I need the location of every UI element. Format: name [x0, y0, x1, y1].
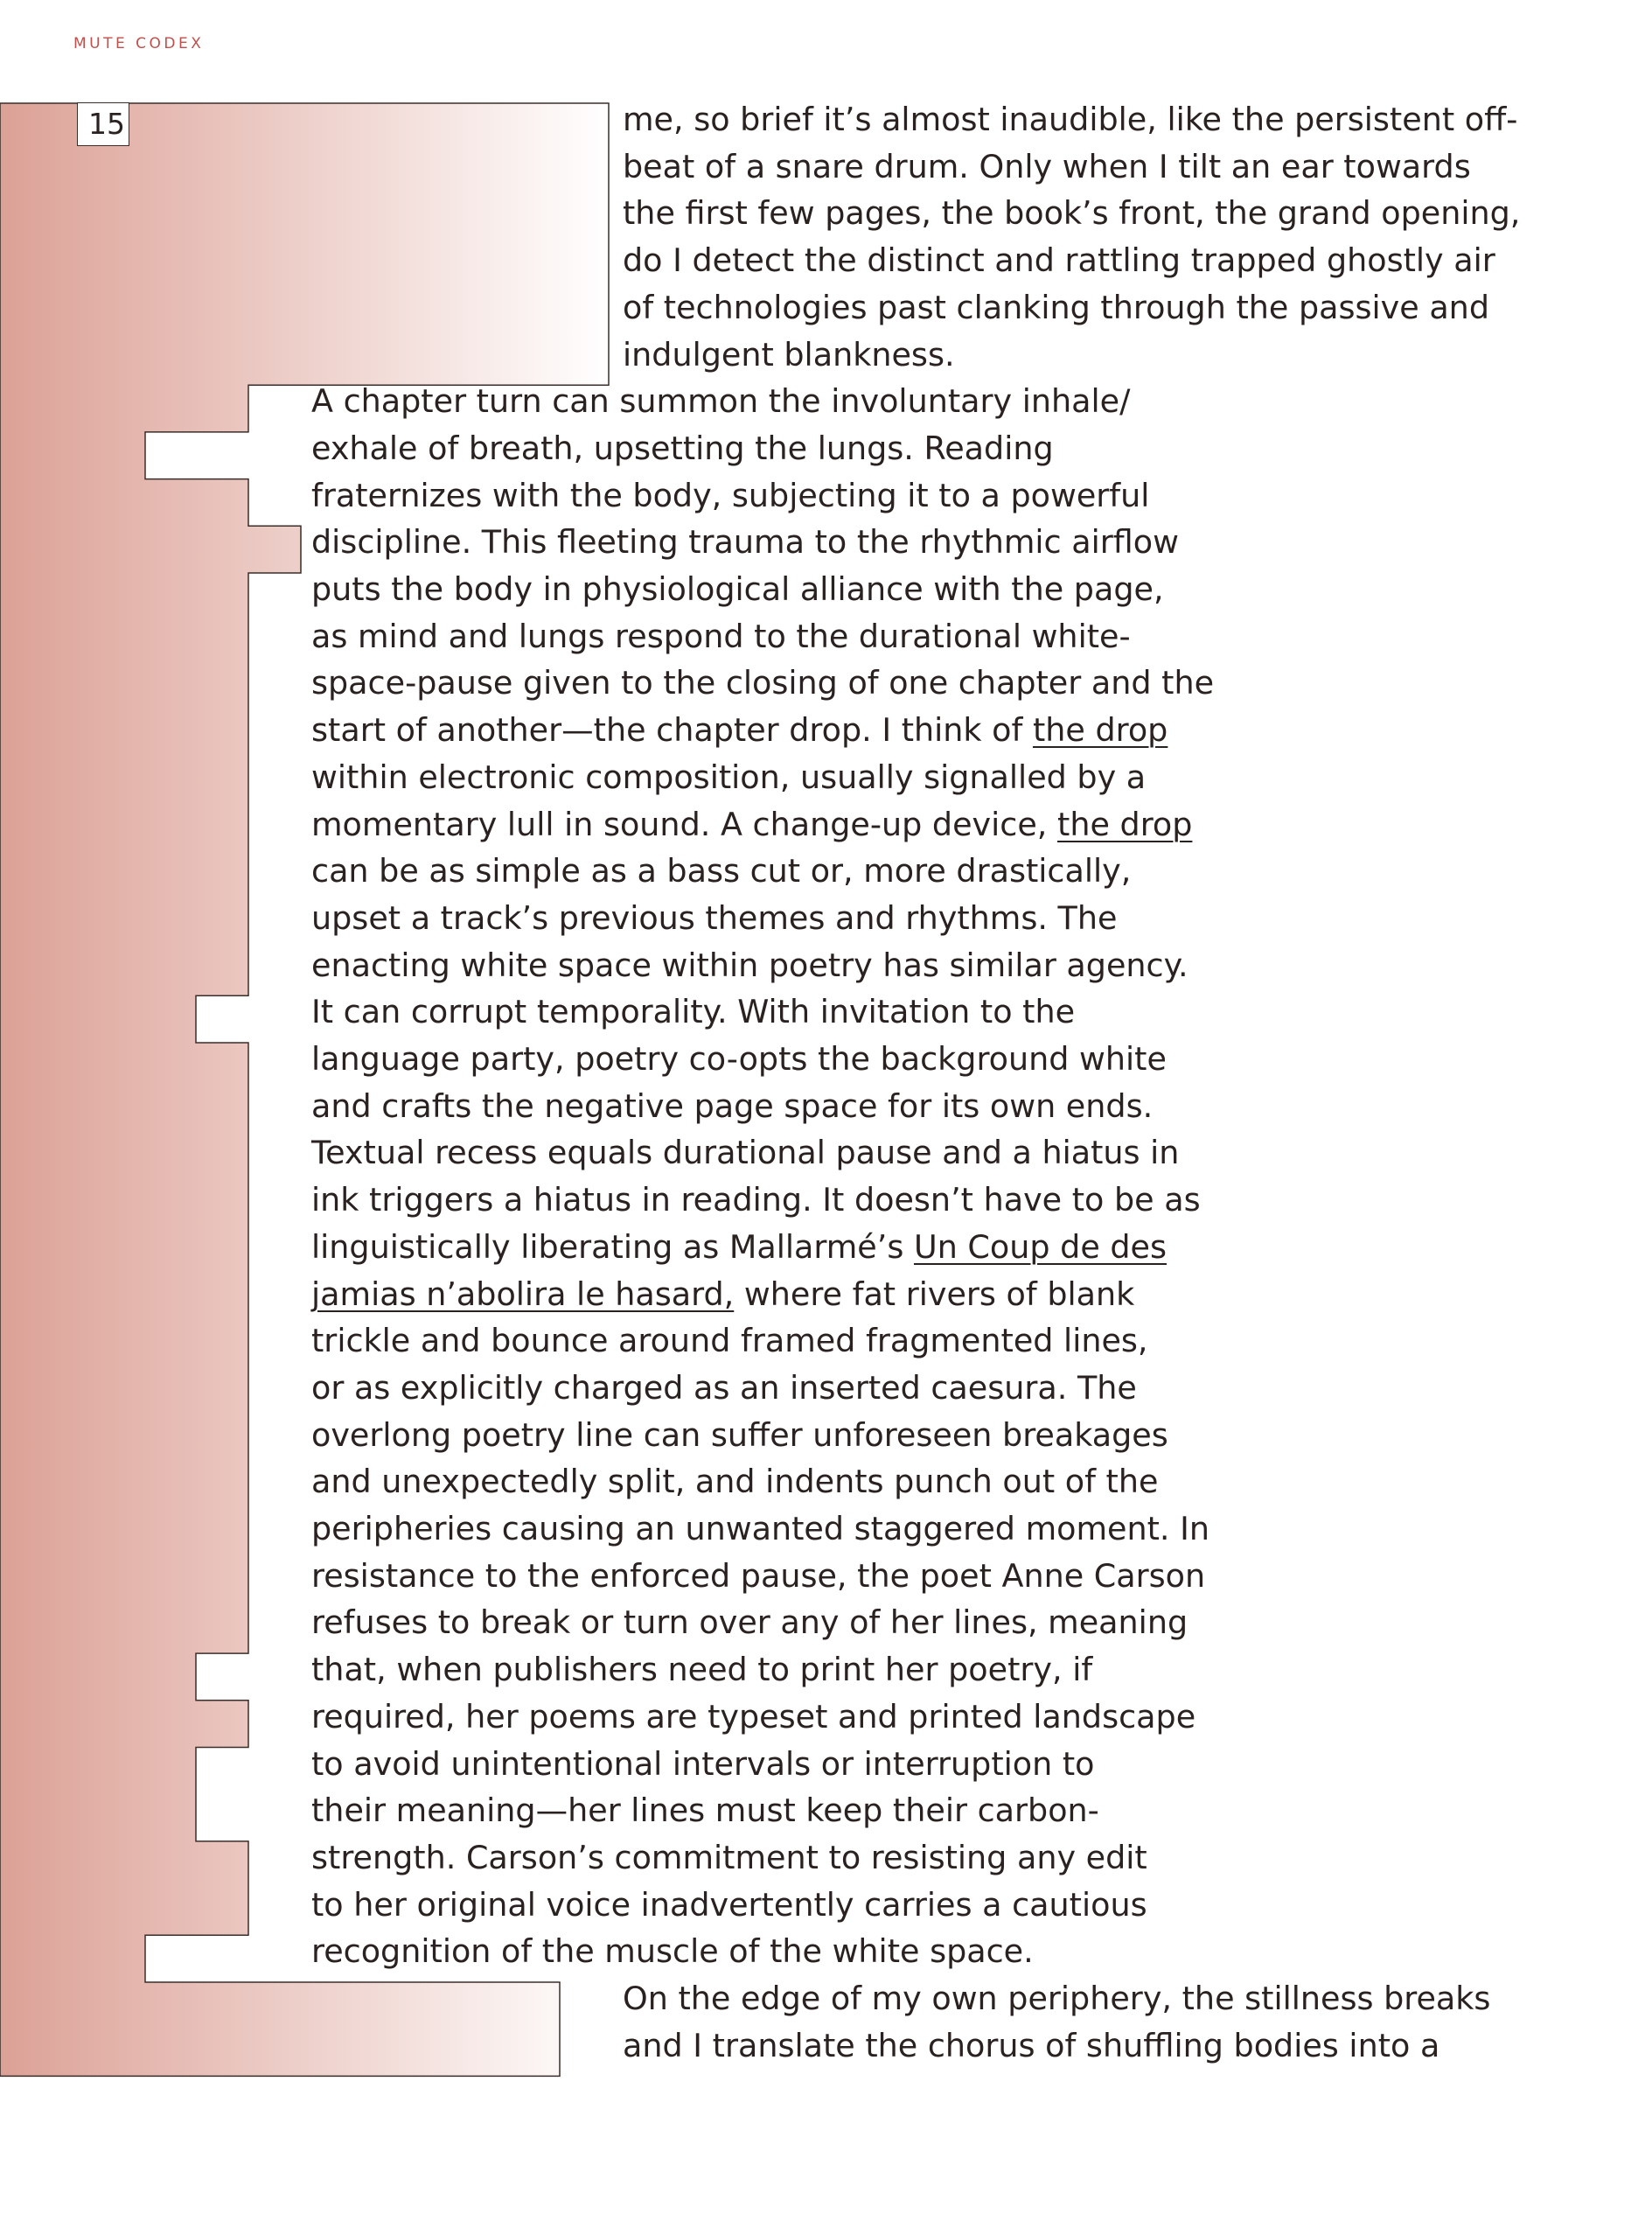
text-line — [311, 754, 1146, 801]
text-line — [311, 1129, 1179, 1177]
text-line — [311, 1224, 1167, 1271]
text-line — [311, 1412, 1168, 1459]
text-line — [311, 1741, 1095, 1788]
text-run: space-pause given to the closing of one chapter and the — [311, 664, 1215, 702]
text-line — [311, 1882, 1147, 1929]
text-run: overlong poetry line can suffer unforeseen breakages — [311, 1415, 1168, 1454]
text-run: the first few pages, the book’s front, the grand opening, — [623, 194, 1521, 233]
text-run: required, her poems are typeset and printed landscape — [311, 1697, 1196, 1736]
text-line — [311, 1928, 1034, 1975]
text-run: me, so brief it’s almost inaudible, like the persistent off- — [623, 101, 1518, 138]
text-run: as mind and lungs respond to the durational white- — [311, 617, 1131, 655]
text-line — [311, 1458, 1158, 1505]
text-run: peripheries causing an unwanted staggered moment. In — [311, 1510, 1210, 1547]
text-run: within electronic composition, usually signalled by a — [311, 758, 1147, 796]
text-line — [623, 1975, 1490, 2022]
underlined-phrase: the drop — [1057, 805, 1193, 843]
text-line — [623, 143, 1471, 191]
text-run: can be as simple as a bass cut or, more drastically, — [311, 852, 1132, 890]
text-line — [311, 1553, 1205, 1600]
running-head: MUTE CODEX — [73, 35, 205, 52]
text-run: Textual recess equals durational pause and a hiatus in — [311, 1134, 1180, 1172]
text-run: of technologies past clanking through the passive and — [623, 288, 1489, 326]
text-run: or as explicitly charged as an inserted caesura. The — [311, 1368, 1137, 1407]
text-line — [311, 1317, 1148, 1365]
text-run: fraternizes with the body, subjecting it to a powerful — [311, 476, 1150, 514]
text-run: upset a track’s previous themes and rhythms. The — [311, 898, 1118, 937]
text-run: to avoid unintentional intervals or interruption to — [311, 1744, 1095, 1783]
text-line — [623, 332, 955, 379]
text-run: start of another—the chapter drop. I think of — [311, 711, 1033, 750]
underlined-phrase: the drop — [1032, 711, 1168, 750]
text-run: and unexpectedly split, and indents punch out of the — [311, 1463, 1159, 1501]
text-run: to her original voice inadvertently carries a cautious — [311, 1885, 1147, 1924]
text-run: and I translate the chorus of shuffling bodies into a — [623, 2026, 1440, 2064]
text-line — [311, 472, 1149, 520]
text-line — [311, 1365, 1137, 1412]
text-run: where fat rivers of blank — [734, 1275, 1135, 1313]
text-run: language party, poetry co-opts the background white — [311, 1040, 1167, 1078]
text-run: linguistically liberating as Mallarmé’s — [311, 1227, 914, 1266]
text-line — [311, 1646, 1092, 1694]
text-line — [311, 1694, 1195, 1741]
text-run: refuses to break or turn over any of her lines, meaning — [311, 1603, 1188, 1642]
text-line — [623, 96, 1517, 143]
text-line — [311, 801, 1192, 849]
text-line — [311, 378, 1130, 425]
text-line — [623, 190, 1520, 237]
text-line — [311, 942, 1188, 989]
text-line — [311, 707, 1168, 754]
text-run: resistance to the enforced pause, the poet Anne Carson — [311, 1556, 1206, 1595]
text-run: that, when publishers need to print her poetry, if — [311, 1651, 1093, 1689]
text-run: their meaning—her lines must keep their carbon- — [311, 1791, 1099, 1830]
text-run: It can corrupt temporality. With invitation to the — [311, 993, 1076, 1031]
text-line — [311, 1271, 1134, 1318]
text-run: A chapter turn can summon the involuntary inhale/ — [311, 382, 1131, 421]
text-line — [311, 1177, 1201, 1224]
text-line — [311, 848, 1131, 895]
underlined-phrase: jamias n’abolira le hasard, — [311, 1275, 735, 1313]
text-run: On the edge of my own periphery, the stillness breaks — [623, 1980, 1491, 2017]
text-run: exhale of breath, upsetting the lungs. Reading — [311, 429, 1054, 467]
text-line — [311, 566, 1164, 613]
underlined-phrase: Un Coup de des — [913, 1227, 1168, 1266]
text-line — [311, 1787, 1099, 1834]
text-line — [311, 988, 1075, 1036]
text-run: enacting white space within poetry has similar agency. — [311, 946, 1188, 984]
text-line — [311, 1505, 1209, 1553]
text-run: ink triggers a hiatus in reading. It doesn’t have to be as — [311, 1181, 1201, 1219]
text-line — [311, 660, 1214, 707]
text-line — [311, 519, 1179, 566]
text-run: indulgent blankness. — [623, 335, 955, 374]
text-line — [623, 2022, 1439, 2070]
text-run: discipline. This fleeting trauma to the rhythmic airflow — [311, 523, 1179, 562]
text-line — [311, 425, 1054, 472]
text-run: recognition of the muscle of the white space. — [311, 1932, 1034, 1971]
text-line — [623, 237, 1495, 284]
text-line — [311, 895, 1117, 942]
text-run: do I detect the distinct and rattling trapped ghostly air — [623, 241, 1495, 280]
page-number: 15 — [77, 102, 129, 146]
text-run: trickle and bounce around framed fragmented lines, — [311, 1322, 1148, 1360]
text-line — [311, 1036, 1167, 1083]
text-line — [311, 1834, 1147, 1882]
text-line — [311, 613, 1131, 660]
text-run: strength. Carson’s commitment to resisting any edit — [311, 1838, 1147, 1876]
text-line — [311, 1599, 1188, 1646]
text-line — [311, 1083, 1153, 1130]
text-run: momentary lull in sound. A change-up device, — [311, 805, 1058, 843]
text-run: puts the body in physiological alliance with the page, — [311, 570, 1164, 608]
text-run: and crafts the negative page space for its own ends. — [311, 1086, 1154, 1125]
text-line — [623, 284, 1489, 332]
text-run: beat of a snare drum. Only when I tilt an ear towards — [623, 147, 1471, 185]
